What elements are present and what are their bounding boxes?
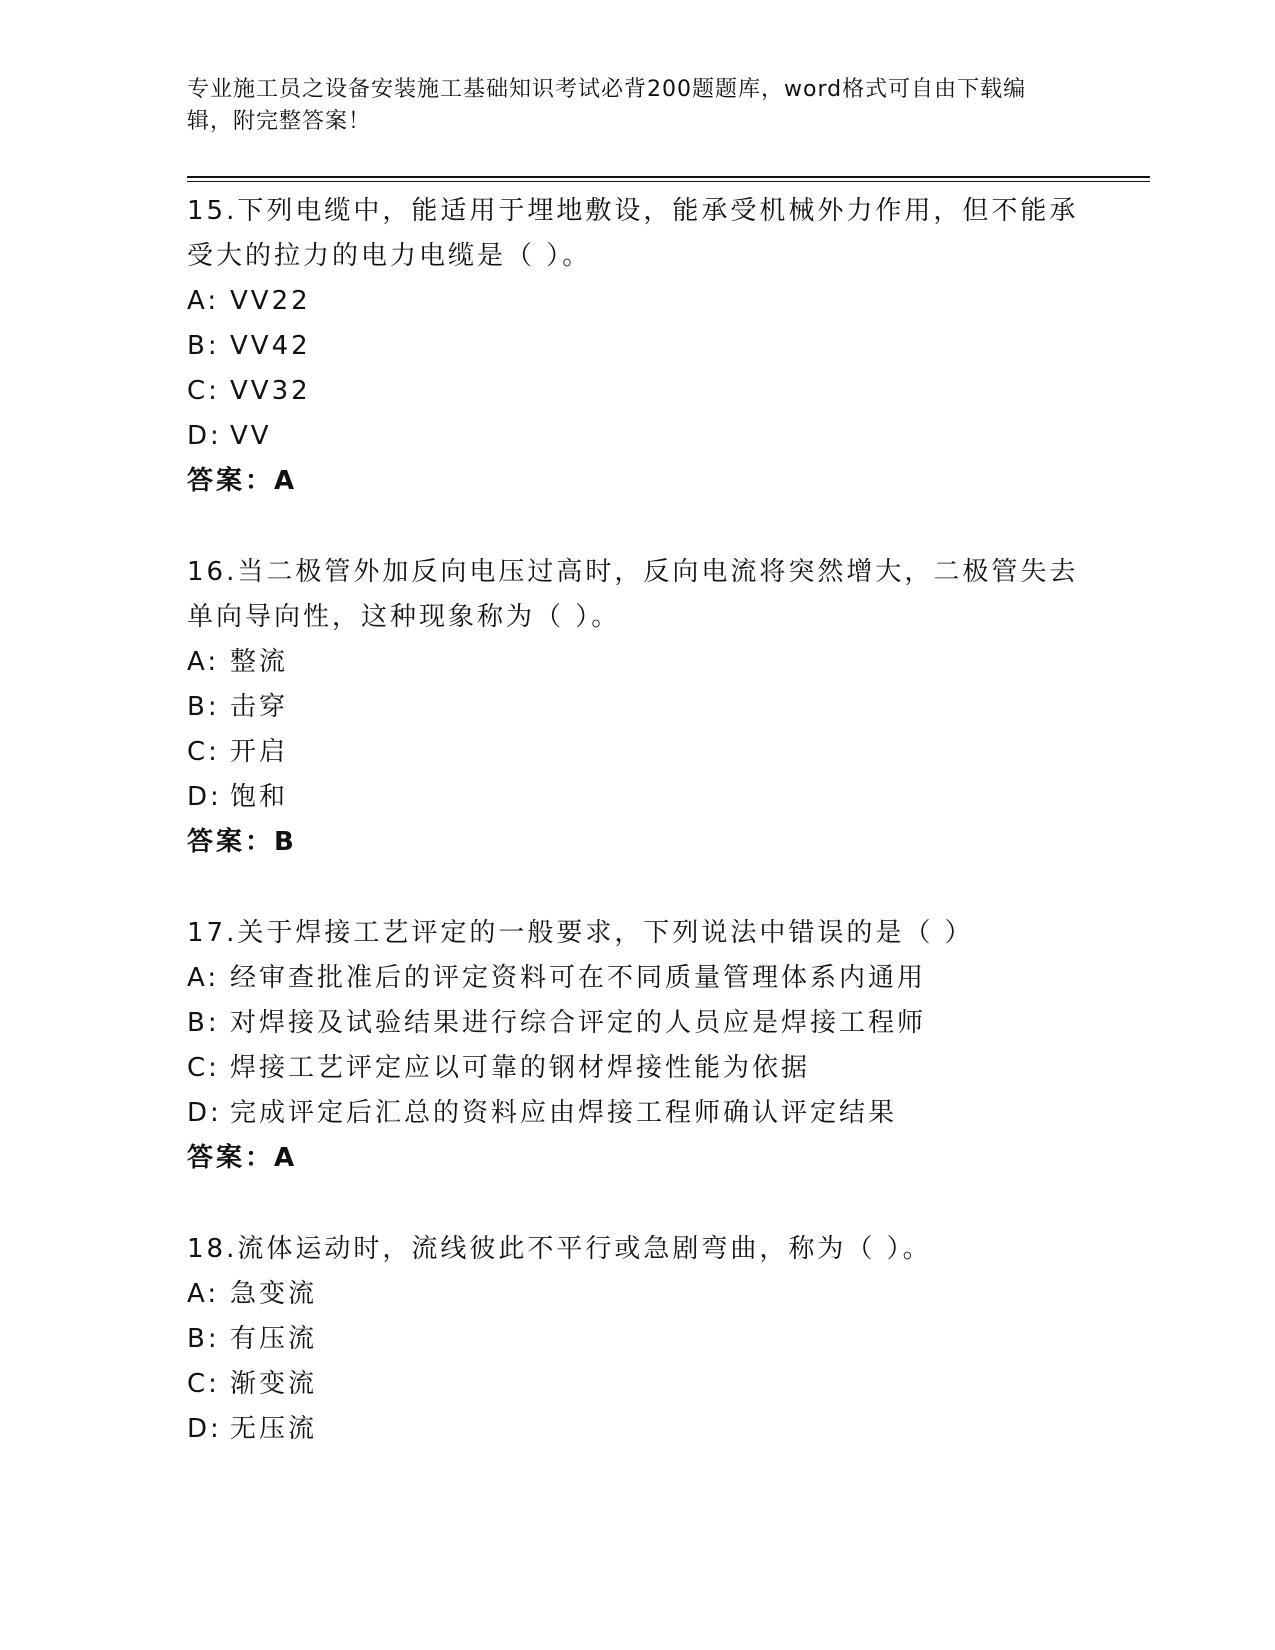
- question-list: [187, 189, 1087, 1498]
- option-c: [187, 369, 1087, 414]
- option-text: 完成评定后汇总的资料应由焊接工程师确认评定结果: [230, 1098, 898, 1128]
- option-a: [187, 1272, 1087, 1317]
- option-b: [187, 324, 1087, 369]
- option-letter: B:: [187, 692, 220, 722]
- header-rule-thin: [187, 181, 1150, 182]
- option-b: [187, 685, 1087, 730]
- option-text: VV22: [230, 286, 311, 316]
- option-text: 整流: [230, 647, 289, 677]
- option-letter: B:: [187, 331, 220, 361]
- option-b: [187, 1001, 1087, 1046]
- option-letter: C:: [187, 376, 220, 406]
- answer-line: 答案：A: [187, 1143, 298, 1173]
- option-b: [187, 1317, 1087, 1362]
- option-text: VV42: [230, 331, 311, 361]
- option-letter: C:: [187, 1053, 220, 1083]
- option-text: 无压流: [230, 1414, 318, 1444]
- option-letter: D:: [187, 1098, 222, 1128]
- question-stem: 15.下列电缆中，能适用于埋地敷设，能承受机械外力作用，但不能承受大的拉力的电力电缆是（ ）。: [187, 196, 1079, 271]
- answer-line: 答案：A: [187, 466, 298, 496]
- option-a: [187, 640, 1087, 685]
- option-c: [187, 1046, 1087, 1091]
- option-text: 渐变流: [230, 1369, 318, 1399]
- option-d: [187, 1407, 1087, 1452]
- option-letter: D:: [187, 782, 222, 812]
- option-text: 对焊接及试验结果进行综合评定的人员应是焊接工程师: [230, 1008, 927, 1038]
- answer-line: 答案：B: [187, 827, 297, 857]
- option-letter: D:: [187, 421, 222, 451]
- option-text: 开启: [230, 737, 289, 767]
- option-letter: D:: [187, 1414, 222, 1444]
- option-text: 急变流: [230, 1279, 318, 1309]
- option-text: VV: [230, 421, 272, 451]
- option-letter: C:: [187, 1369, 220, 1399]
- option-letter: B:: [187, 1324, 220, 1354]
- option-text: 经审查批准后的评定资料可在不同质量管理体系内通用: [230, 963, 927, 993]
- question-stem: 18.流体运动时，流线彼此不平行或急剧弯曲，称为（ ）。: [187, 1234, 932, 1264]
- option-text: 击穿: [230, 692, 289, 722]
- option-text: 焊接工艺评定应以可靠的钢材焊接性能为依据: [230, 1053, 811, 1083]
- option-a: [187, 279, 1087, 324]
- option-letter: B:: [187, 1008, 220, 1038]
- option-d: [187, 414, 1087, 459]
- document-header: 专业施工员之设备安装施工基础知识考试必背200题题库，word格式可自由下载编辑，附完整答案！: [187, 77, 1027, 134]
- option-a: [187, 956, 1087, 1001]
- option-letter: A:: [187, 963, 220, 993]
- option-text: 饱和: [230, 782, 289, 812]
- question-15: [187, 189, 1087, 504]
- option-c: [187, 1362, 1087, 1407]
- option-d: [187, 1091, 1087, 1136]
- question-16: [187, 550, 1087, 865]
- option-text: VV32: [230, 376, 311, 406]
- option-text: 有压流: [230, 1324, 318, 1354]
- option-letter: A:: [187, 647, 220, 677]
- option-letter: C:: [187, 737, 220, 767]
- option-letter: A:: [187, 286, 220, 316]
- question-stem: 17.关于焊接工艺评定的一般要求，下列说法中错误的是（ ）: [187, 918, 974, 948]
- question-stem: 16.当二极管外加反向电压过高时，反向电流将突然增大，二极管失去单向导向性，这种现象称为（ ）。: [187, 557, 1079, 632]
- option-d: [187, 775, 1087, 820]
- header-rule-thick: [187, 176, 1150, 178]
- option-letter: A:: [187, 1279, 220, 1309]
- option-c: [187, 730, 1087, 775]
- question-17: [187, 911, 1087, 1181]
- question-18: [187, 1227, 1087, 1452]
